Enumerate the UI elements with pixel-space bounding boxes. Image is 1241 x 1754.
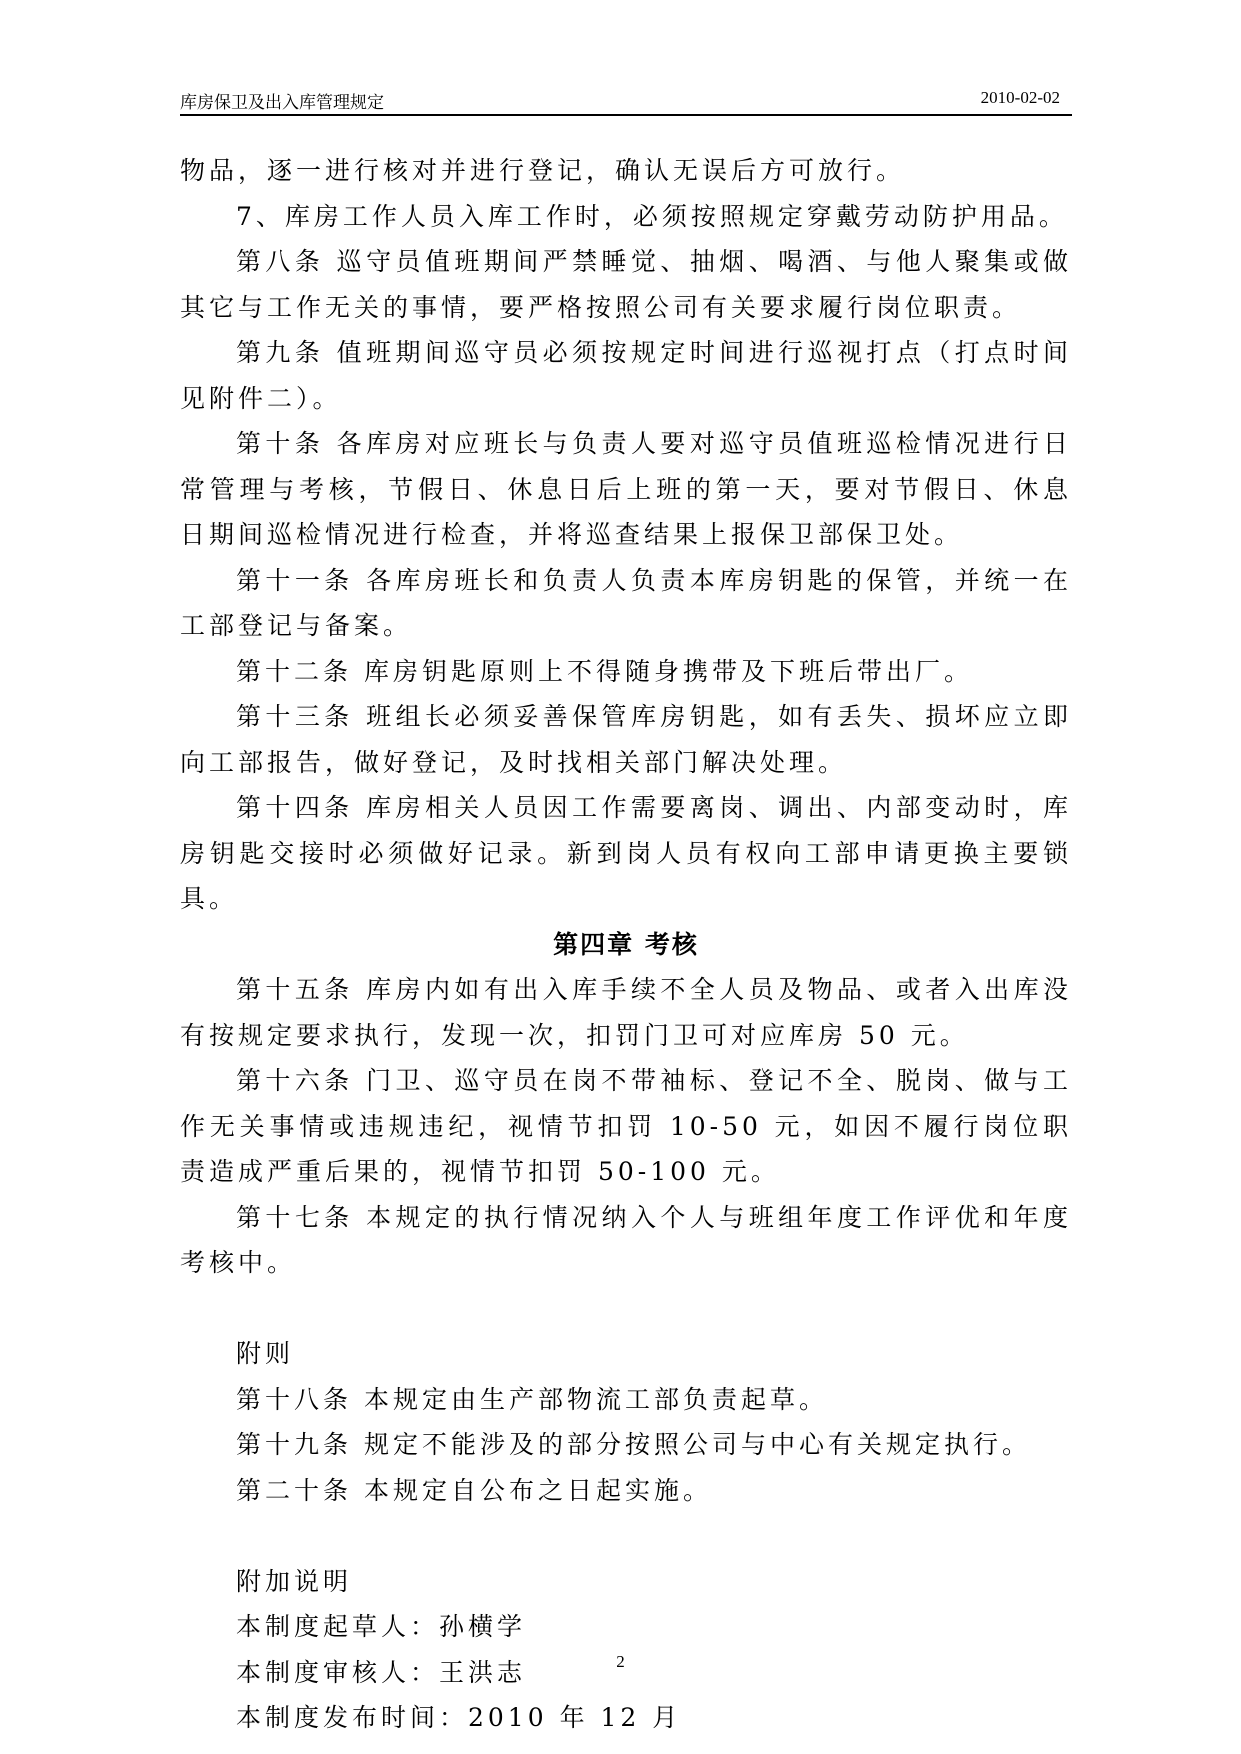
article-12: 第十二条 库房钥匙原则上不得随身携带及下班后带出厂。 bbox=[236, 656, 973, 686]
supplementary-heading: 附则 bbox=[236, 1339, 295, 1368]
reviewer-line: 本制度审核人：王洪志 bbox=[236, 1657, 527, 1687]
article-13: 第十三条 班组长必须妥善保管库房钥匙，如有丢失、损坏应立即向工部报告，做好登记，及时找相关部门解决处理。 bbox=[180, 702, 1072, 777]
document-body bbox=[180, 148, 1072, 1741]
notes-heading: 附加说明 bbox=[236, 1566, 353, 1596]
page-header bbox=[180, 86, 1072, 116]
article-10: 第十条 各库房对应班长与负责人要对巡守员值班巡检情况进行日常管理与考核，节假日、休息日后上班的第一天，要对节假日、休息日期间巡检情况进行检查，并将巡查结果上报保卫部保卫处。 bbox=[180, 429, 1072, 549]
drafter-line: 本制度起草人：孙横学 bbox=[236, 1612, 527, 1641]
spacer bbox=[180, 1286, 1072, 1332]
chapter-heading: 第四章 考核 bbox=[553, 929, 699, 959]
article-17: 第十七条 本规定的执行情况纳入个人与班组年度工作评优和年度考核中。 bbox=[180, 1202, 1072, 1277]
article-15: 第十五条 库房内如有出入库手续不全人员及物品、或者入出库没有按规定要求执行，发现一次，扣罚门卫可对应库房 50 元。 bbox=[180, 975, 1072, 1050]
article-8: 第八条 巡守员值班期间严禁睡觉、抽烟、喝酒、与他人聚集或做其它与工作无关的事情，要严格按照公司有关要求履行岗位职责。 bbox=[180, 247, 1072, 322]
article-11: 第十一条 各库房班长和负责人负责本库房钥匙的保管，并统一在工部登记与备案。 bbox=[180, 565, 1072, 640]
paragraph-item-7: 7、库房工作人员入库工作时，必须按照规定穿戴劳动防护用品。 bbox=[236, 201, 1068, 231]
article-14: 第十四条 库房相关人员因工作需要离岗、调出、内部变动时，库房钥匙交接时必须做好记录。新到岗人员有权向工部申请更换主要锁具。 bbox=[180, 793, 1072, 913]
header-date: 2010-02-02 bbox=[980, 88, 1060, 107]
article-20: 第二十条 本规定自公布之日起实施。 bbox=[236, 1475, 712, 1505]
header-title: 库房保卫及出入库管理规定 bbox=[180, 93, 384, 113]
paragraph-continuation: 物品，逐一进行核对并进行登记，确认无误后方可放行。 bbox=[180, 156, 906, 185]
release-date-line: 本制度发布时间：2010 年 12 月 bbox=[236, 1703, 682, 1732]
article-19: 第十九条 规定不能涉及的部分按照公司与中心有关规定执行。 bbox=[236, 1430, 1031, 1459]
article-9: 第九条 值班期间巡守员必须按规定时间进行巡视打点（打点时间见附件二）。 bbox=[180, 338, 1072, 413]
spacer bbox=[180, 1513, 1072, 1559]
page-number: 2 bbox=[616, 1652, 625, 1671]
article-18: 第十八条 本规定由生产部物流工部负责起草。 bbox=[236, 1384, 828, 1414]
article-16: 第十六条 门卫、巡守员在岗不带袖标、登记不全、脱岗、做与工作无关事情或违规违纪，视情节扣罚 10-50 元，如因不履行岗位职责造成严重后果的，视情节扣罚 50-100 元。 bbox=[180, 1066, 1072, 1186]
